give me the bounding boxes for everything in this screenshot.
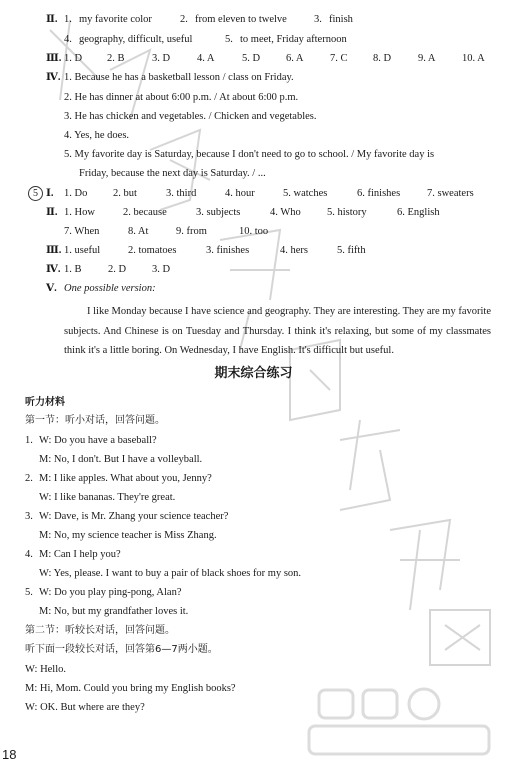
answer-number: 2. — [128, 245, 136, 256]
dialog-line: W: Do you have a baseball? — [39, 435, 157, 446]
answer-text: D — [74, 53, 83, 64]
answer-text: When — [74, 226, 100, 237]
answer-text: geography, difficult, useful — [79, 34, 193, 45]
dialog-line: W: OK. But where are they? — [25, 702, 145, 713]
answer-number: 5. — [283, 188, 291, 199]
roman-numeral: Ⅱ. — [46, 14, 58, 25]
answer-text: but — [123, 188, 137, 199]
answer-text: hour — [235, 188, 255, 199]
roman-numeral: Ⅳ. — [46, 264, 61, 275]
dialog-line: M: No, my science teacher is Miss Zhang. — [39, 530, 217, 541]
answer-text: D — [118, 264, 127, 275]
answer-number: 7. — [427, 188, 435, 199]
roman-numeral: Ⅳ. — [46, 72, 61, 83]
answer-number: 3. — [152, 53, 160, 64]
answer-text: B — [117, 53, 125, 64]
answer-number: 4. — [197, 53, 205, 64]
part-heading: 第二节：听较长对话，回答问题。 — [25, 625, 175, 636]
dialog-line: M: Hi, Mom. Could you bring my English books? — [25, 683, 236, 694]
answer-text: because — [133, 207, 167, 218]
answer-text: fifth — [347, 245, 366, 256]
answer-number: 3. — [314, 14, 322, 25]
dialog-line: M: Can I help you? — [39, 549, 121, 560]
answer-line: 5. My favorite day is Saturday, because I don't need to go to school. / My favorite day is — [64, 149, 435, 160]
answer-text: Who — [280, 207, 301, 218]
answer-number: 10. — [462, 53, 476, 64]
unit-number-badge: 5 — [28, 186, 43, 201]
answer-text: D — [383, 53, 392, 64]
answer-number: 8. — [373, 53, 381, 64]
roman-numeral: Ⅴ. — [46, 283, 57, 294]
answer-line: 2. He has dinner at about 6:00 p.m. / At about 6:00 p.m. — [64, 92, 299, 103]
answer-number: 4. — [64, 34, 72, 45]
answer-number: 9. — [176, 226, 184, 237]
answer-text: my favorite color — [79, 14, 152, 25]
answer-text: finishes — [367, 188, 401, 199]
answer-number: 6. — [357, 188, 365, 199]
answer-number: 5. — [327, 207, 335, 218]
answer-number: 4. — [270, 207, 278, 218]
answer-text: C — [340, 53, 348, 64]
answer-text: D — [162, 53, 171, 64]
answer-text: finishes — [216, 245, 250, 256]
answer-text: A — [477, 53, 485, 64]
answer-line: 4. Yes, he does. — [64, 130, 130, 141]
answer-text: subjects — [206, 207, 241, 218]
dialog-line: W: Dave, is Mr. Zhang your science teacher? — [39, 511, 229, 522]
answer-text: tomatoes — [138, 245, 177, 256]
part-heading: 第一节：听小对话，回答问题。 — [25, 415, 165, 426]
section-title: 期末综合练习 — [214, 366, 293, 381]
answer-number: 7. — [64, 226, 72, 237]
answer-number: 5. — [242, 53, 250, 64]
answer-text: third — [176, 188, 197, 199]
answer-number: 7. — [330, 53, 338, 64]
answer-number: 6. — [397, 207, 405, 218]
dialog-number: 4. — [25, 549, 33, 560]
answer-text: too — [254, 226, 269, 237]
answer-number: 1. — [64, 188, 72, 199]
answer-number: 5. — [225, 34, 233, 45]
answer-text: English — [407, 207, 440, 218]
dialog-number: 1. — [25, 435, 33, 446]
dialog-line: W: Yes, please. I want to buy a pair of black shoes for my son. — [39, 568, 302, 579]
answer-number: 6. — [286, 53, 294, 64]
answer-number: 2. — [108, 264, 116, 275]
answer-text: B — [74, 264, 82, 275]
answer-number: 1. — [64, 264, 72, 275]
answer-number: 4. — [225, 188, 233, 199]
answer-text: At — [137, 226, 149, 237]
answer-text: D — [162, 264, 171, 275]
dialog-line: M: No, but my grandfather loves it. — [39, 606, 189, 617]
answer-number: 3. — [152, 264, 160, 275]
page-number: 18 — [2, 747, 17, 762]
answer-text: from eleven to twelve — [195, 14, 287, 25]
dialog-line: M: No, I don't. But I have a volleyball. — [39, 454, 203, 465]
answer-text: Do — [74, 188, 88, 199]
answer-text: history — [337, 207, 367, 218]
answer-text: watches — [293, 188, 328, 199]
dialog-line: W: I like bananas. They're great. — [39, 492, 176, 503]
roman-numeral: Ⅲ. — [46, 245, 62, 256]
answer-line: Friday, because the next day is Saturday. / ... — [79, 168, 266, 179]
answer-text: finish — [329, 14, 353, 25]
sample-essay: I like Monday because I have science and geography. They are interesting. They are my favorite subjects. And Chinese is on Tuesday and Thursday. I think it's relaxing, but some of my classmates think it's a little boring. On Wednesday, I have English. It's difficult but useful. — [64, 306, 491, 356]
listening-label: 听力材料 — [25, 397, 65, 408]
dialog-line: W: Hello. — [25, 664, 67, 675]
answer-text: A — [206, 53, 215, 64]
dialog-number: 5. — [25, 587, 33, 598]
answer-number: 3. — [206, 245, 214, 256]
answer-number: 2. — [123, 207, 131, 218]
answer-line: 1. Because he has a basketball lesson / class on Friday. — [64, 72, 294, 83]
answer-text: A — [295, 53, 304, 64]
answer-number: 3. — [196, 207, 204, 218]
answer-text: useful — [74, 245, 101, 256]
dialog-line: W: Do you play ping-pong, Alan? — [39, 587, 182, 598]
answer-number: 1. — [64, 14, 72, 25]
answer-number: 9. — [418, 53, 426, 64]
answer-text: How — [74, 207, 95, 218]
dialog-number: 2. — [25, 473, 33, 484]
roman-numeral: Ⅲ. — [46, 53, 62, 64]
answer-text: sweaters — [437, 188, 474, 199]
answer-line: 3. He has chicken and vegetables. / Chicken and vegetables. — [64, 111, 317, 122]
answer-text: D — [252, 53, 261, 64]
roman-numeral: Ⅰ. — [46, 188, 54, 199]
answer-number: 2. — [180, 14, 188, 25]
answer-number: 4. — [280, 245, 288, 256]
answer-number: 1. — [64, 245, 72, 256]
answer-number: 2. — [113, 188, 121, 199]
answer-number: 10. — [239, 226, 253, 237]
answer-number: 3. — [166, 188, 174, 199]
answer-text: hers — [290, 245, 308, 256]
roman-numeral: Ⅱ. — [46, 207, 58, 218]
answer-text: A — [427, 53, 436, 64]
answer-site-watermark — [299, 680, 499, 760]
answer-number: 5. — [337, 245, 345, 256]
answer-number: 1. — [64, 53, 72, 64]
answer-text: from — [186, 226, 207, 237]
answer-number: 2. — [107, 53, 115, 64]
dialog-number: 3. — [25, 511, 33, 522]
answer-text: to meet, Friday afternoon — [240, 34, 347, 45]
part-intro: 听下面一段较长对话，回答第6—7两小题。 — [25, 644, 218, 655]
essay-label: One possible version: — [64, 283, 156, 294]
answer-number: 8. — [128, 226, 136, 237]
dialog-line: M: I like apples. What about you, Jenny? — [39, 473, 212, 484]
answer-number: 1. — [64, 207, 72, 218]
